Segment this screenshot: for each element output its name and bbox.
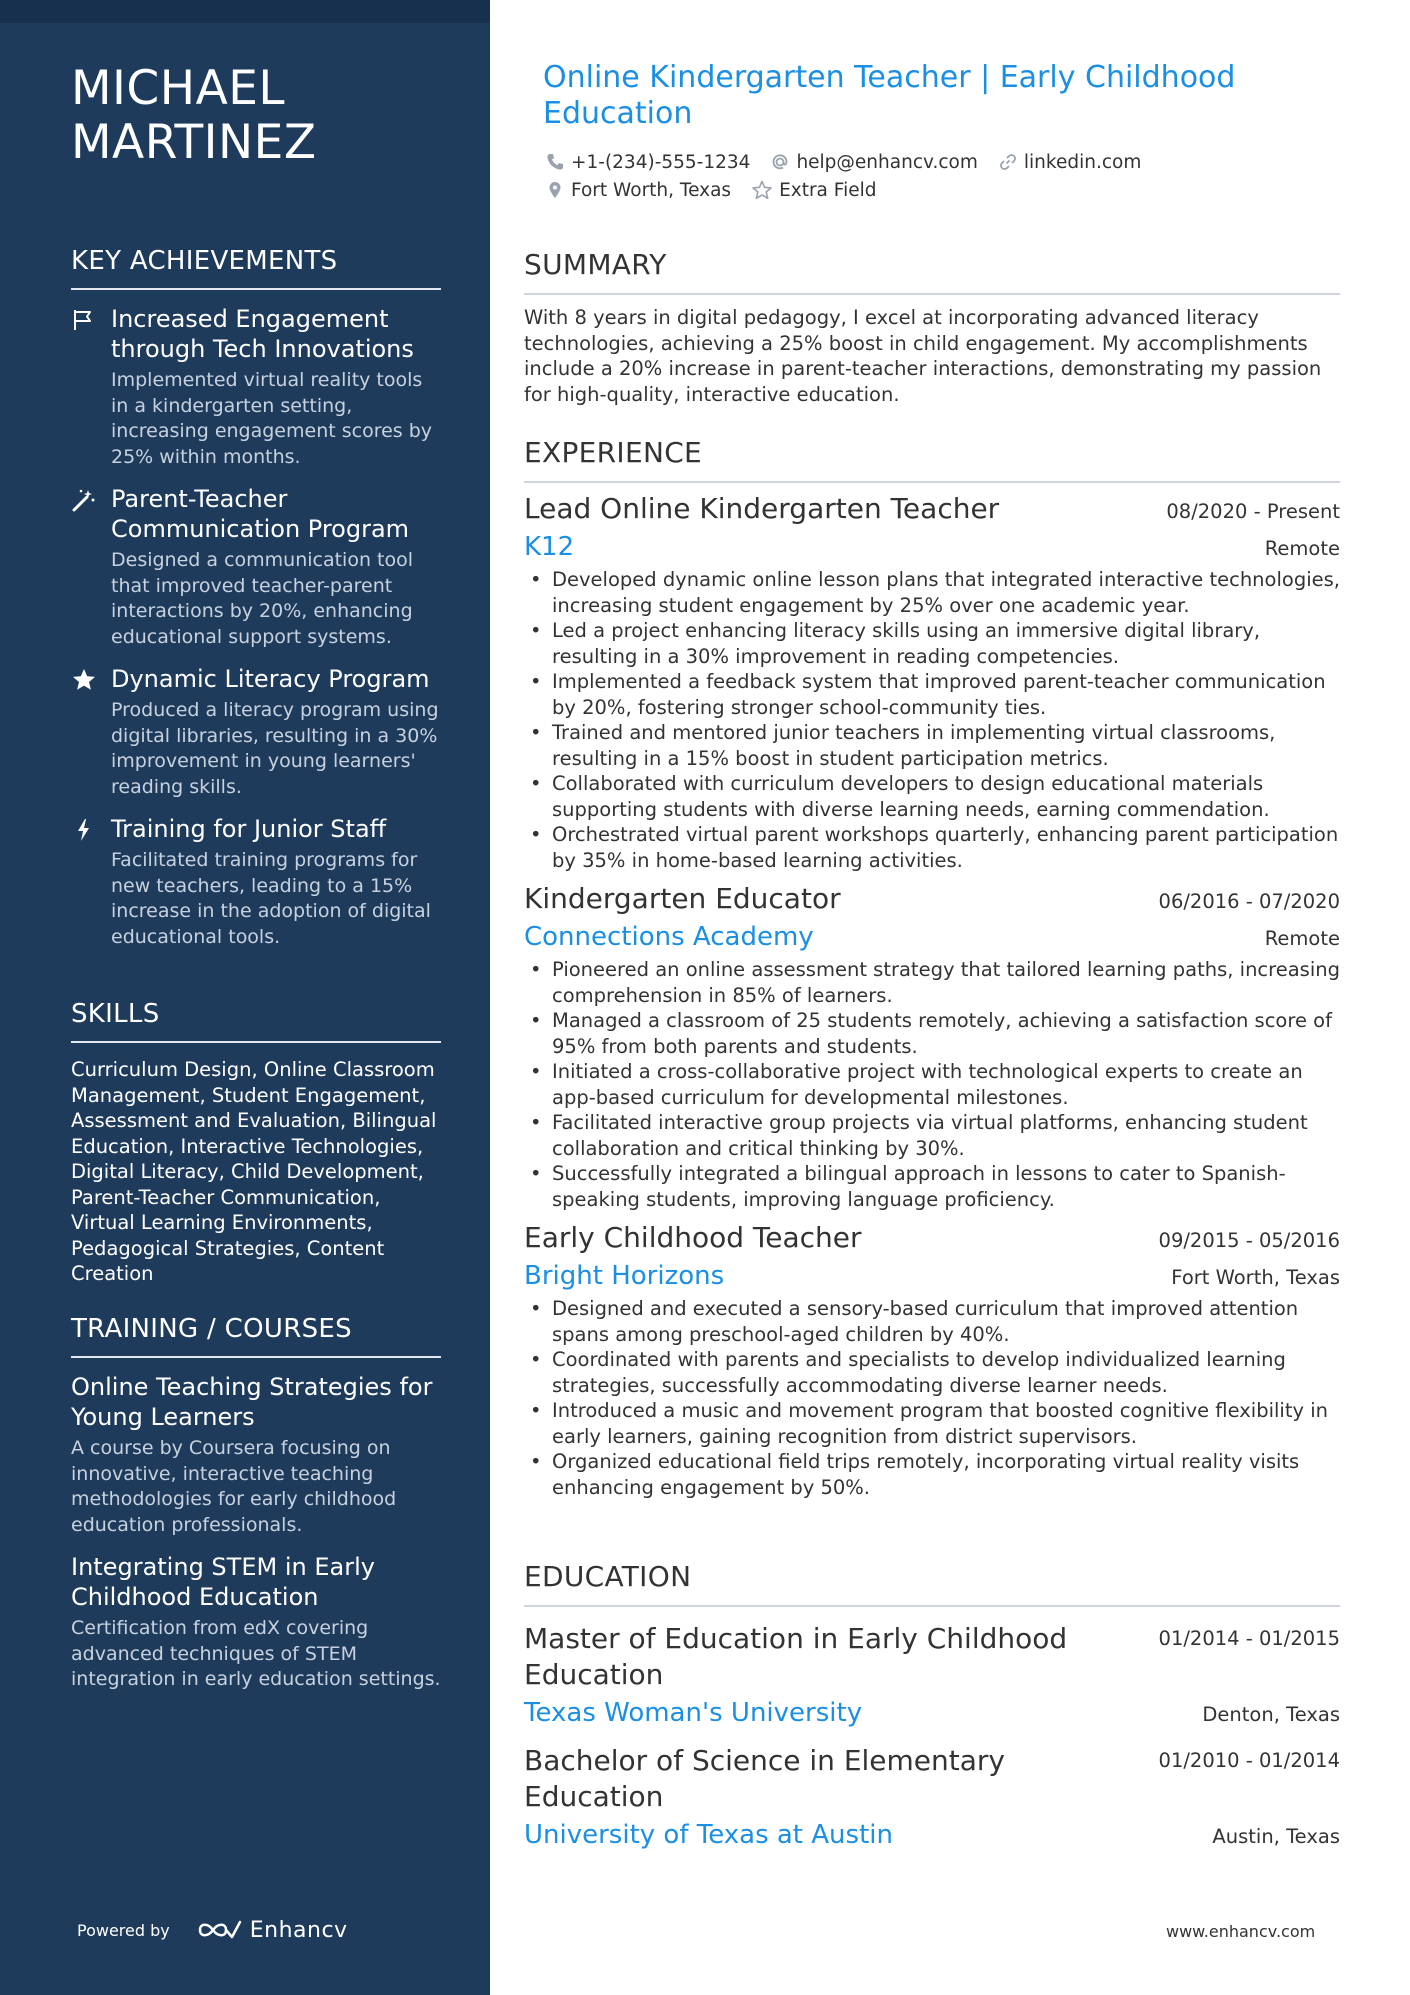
at-sign-icon	[770, 152, 790, 172]
achievement-desc: Facilitated training programs for new teachers, leading to a 15% increase in the adoption of digital educational tools.	[111, 849, 431, 948]
course-desc: Certification from edX covering advanced techniques of STEM integration in early education settings.	[71, 1617, 441, 1690]
contact-email[interactable]	[770, 152, 977, 173]
summary-section	[524, 248, 1340, 407]
job-bullet: • Introduced a music and movement program that boosted cognitive flexibility in early learners, gaining recognition from district supervisors.	[524, 1398, 1340, 1449]
skills-list: Curriculum Design, Online Classroom Management, Student Engagement, Assessment and Evaluation, Bilingual Education, Interactive Technologies, Digital Literacy, Child Development, Parent-Teacher Communication, Virtual Learning Environments, Pedagogical Strategies, Content Creation	[71, 1058, 437, 1285]
education-entry	[524, 1743, 1340, 1851]
job-title: Early Childhood Teacher	[524, 1221, 862, 1254]
job-bullet: • Successfully integrated a bilingual approach in lessons to cater to Spanish-speaking students, improving language proficiency.	[524, 1161, 1340, 1212]
experience-section	[524, 436, 1340, 1500]
summary-heading: SUMMARY	[524, 248, 1340, 295]
achievement-item	[71, 484, 441, 650]
contact-location	[545, 180, 731, 201]
summary-text: With 8 years in digital pedagogy, I excel at incorporating advanced literacy technologies, achieving a 25% boost in child engagement. My accomplishments include a 20% increase in parent-teacher interactions, demonstrating my passion for high-quality, interactive education.	[524, 306, 1322, 406]
education-date: 01/2010 - 01/2014	[1158, 1749, 1340, 1772]
education-heading: EDUCATION	[524, 1560, 1340, 1607]
training-courses-heading: TRAINING / COURSES	[71, 1314, 441, 1358]
key-achievements-heading: KEY ACHIEVEMENTS	[71, 246, 441, 290]
job-bullet: • Developed dynamic online lesson plans that integrated interactive technologies, increasing student engagement by 25% over one academic year.	[524, 567, 1340, 618]
lightning-icon	[71, 817, 97, 843]
achievement-desc: Designed a communication tool that improved teacher-parent interactions by 20%, enhancing educational support systems.	[111, 549, 414, 648]
extra-field-text: Extra Field	[779, 179, 877, 201]
sidebar-top-bar	[0, 0, 490, 23]
flag-icon	[71, 307, 97, 333]
achievement-title: Dynamic Literacy Program	[111, 665, 430, 693]
job-bullet: • Designed and executed a sensory-based curriculum that improved attention spans among preschool-aged children by 40%.	[524, 1296, 1340, 1347]
school-location: Denton, Texas	[1202, 1703, 1340, 1726]
school-name[interactable]: Texas Woman's University	[524, 1698, 863, 1728]
achievement-desc: Implemented virtual reality tools in a kindergarten setting, increasing engagement scores by 25% within months.	[111, 369, 433, 468]
achievement-title: Parent-Teacher Communication Program	[111, 485, 410, 543]
job-company[interactable]: K12	[524, 532, 575, 562]
education-date: 01/2014 - 01/2015	[1158, 1627, 1340, 1650]
job-bullets	[524, 567, 1340, 873]
course-desc: A course by Coursera focusing on innovative, interactive teaching methodologies for early childhood education professionals.	[71, 1437, 397, 1536]
school-location: Austin, Texas	[1212, 1825, 1340, 1848]
job-location: Remote	[1264, 537, 1340, 560]
enhancv-logo[interactable]	[196, 1917, 348, 1943]
achievement-desc: Produced a literacy program using digital libraries, resulting in a 30% improvement in young learners' reading skills.	[111, 699, 439, 798]
powered-by	[77, 1917, 348, 1943]
phone-text: +1-(234)-555-1234	[571, 151, 751, 173]
job-bullet: • Trained and mentored junior teachers in implementing virtual classrooms, resulting in a 15% boost in student participation metrics.	[524, 720, 1340, 771]
job-bullet: • Implemented a feedback system that improved parent-teacher communication by 20%, fostering stronger school-community ties.	[524, 669, 1340, 720]
magic-wand-icon	[71, 487, 97, 513]
contact-row	[545, 148, 1345, 176]
education-entry	[524, 1621, 1340, 1729]
experience-heading: EXPERIENCE	[524, 436, 1340, 483]
education-section	[524, 1560, 1340, 1851]
contact-linkedin[interactable]	[998, 152, 1141, 173]
job-location: Remote	[1264, 927, 1340, 950]
job-bullet: • Managed a classroom of 25 students remotely, achieving a satisfaction score of 95% from both parents and students.	[524, 1008, 1340, 1059]
job-company[interactable]: Connections Academy	[524, 922, 814, 952]
contact-phone[interactable]	[545, 152, 750, 173]
job-bullet: • Pioneered an online assessment strategy that tailored learning paths, increasing comprehension in 85% of learners.	[524, 957, 1340, 1008]
job-bullet: • Organized educational field trips remotely, incorporating virtual reality visits enhancing engagement by 50%.	[524, 1449, 1340, 1500]
enhancv-brand: Enhancv	[249, 1917, 348, 1943]
achievement-title: Training for Junior Staff	[111, 815, 387, 843]
contact-extra	[751, 180, 876, 201]
candidate-name: MICHAEL MARTINEZ	[71, 61, 317, 170]
course-title: Integrating STEM in Early Childhood Education	[71, 1553, 375, 1611]
job-entry	[524, 881, 1340, 1212]
email-text: help@enhancv.com	[796, 151, 978, 173]
job-bullet: • Initiated a cross-collaborative project with technological experts to create an app-based curriculum for developmental milestones.	[524, 1059, 1340, 1110]
linkedin-text: linkedin.com	[1023, 151, 1142, 173]
skills-heading: SKILLS	[71, 999, 441, 1043]
job-bullet: • Orchestrated virtual parent workshops quarterly, enhancing parent participation by 35% in home-based learning activities.	[524, 822, 1340, 873]
job-bullet: • Led a project enhancing literacy skills using an immersive digital library, resulting in a 30% improvement in reading competencies.	[524, 618, 1340, 669]
training-courses-section	[71, 1314, 441, 1693]
job-company[interactable]: Bright Horizons	[524, 1261, 725, 1291]
achievement-item	[71, 304, 441, 470]
degree-title: Bachelor of Science in Elementary Education	[524, 1744, 1005, 1813]
star-outline-icon	[751, 180, 773, 200]
school-name[interactable]: University of Texas at Austin	[524, 1820, 893, 1850]
link-icon	[998, 152, 1018, 172]
job-entry	[524, 491, 1340, 873]
achievement-item	[71, 664, 441, 800]
skills-section	[71, 999, 441, 1287]
job-title: Lead Online Kindergarten Teacher	[524, 492, 1000, 525]
enhancv-logo-icon	[196, 1917, 242, 1943]
job-entry	[524, 1220, 1340, 1500]
course-title: Online Teaching Strategies for Young Learners	[71, 1373, 433, 1431]
job-title: Kindergarten Educator	[524, 882, 841, 915]
headline: Online Kindergarten Teacher | Early Childhood Education	[543, 60, 1236, 131]
phone-icon	[545, 152, 565, 172]
location-text: Fort Worth, Texas	[571, 179, 732, 201]
job-bullet: • Collaborated with curriculum developers to design educational materials supporting students with diverse learning needs, earning commendation.	[524, 771, 1340, 822]
sidebar	[0, 0, 490, 1995]
powered-by-label: Powered by	[77, 1920, 170, 1940]
achievement-title: Increased Engagement through Tech Innovations	[111, 305, 414, 363]
job-location: Fort Worth, Texas	[1171, 1266, 1340, 1289]
job-bullet: • Facilitated interactive group projects via virtual platforms, enhancing student collaboration and critical thinking by 30%.	[524, 1110, 1340, 1161]
job-bullet: • Coordinated with parents and specialists to develop individualized learning strategies, successfully accommodating diverse learner needs.	[524, 1347, 1340, 1398]
star-icon	[71, 667, 97, 693]
contact-info	[545, 148, 1345, 204]
website-link[interactable]: www.enhancv.com	[1166, 1922, 1316, 1941]
job-bullets	[524, 1296, 1340, 1500]
job-bullets	[524, 957, 1340, 1212]
job-date: 06/2016 - 07/2020	[1158, 890, 1340, 913]
contact-row	[545, 176, 1345, 204]
job-date: 08/2020 - Present	[1166, 500, 1340, 523]
location-pin-icon	[545, 180, 565, 200]
key-achievements-section	[71, 246, 441, 950]
degree-title: Master of Education in Early Childhood Education	[524, 1622, 1068, 1691]
achievement-item	[71, 814, 441, 950]
job-date: 09/2015 - 05/2016	[1158, 1229, 1340, 1252]
